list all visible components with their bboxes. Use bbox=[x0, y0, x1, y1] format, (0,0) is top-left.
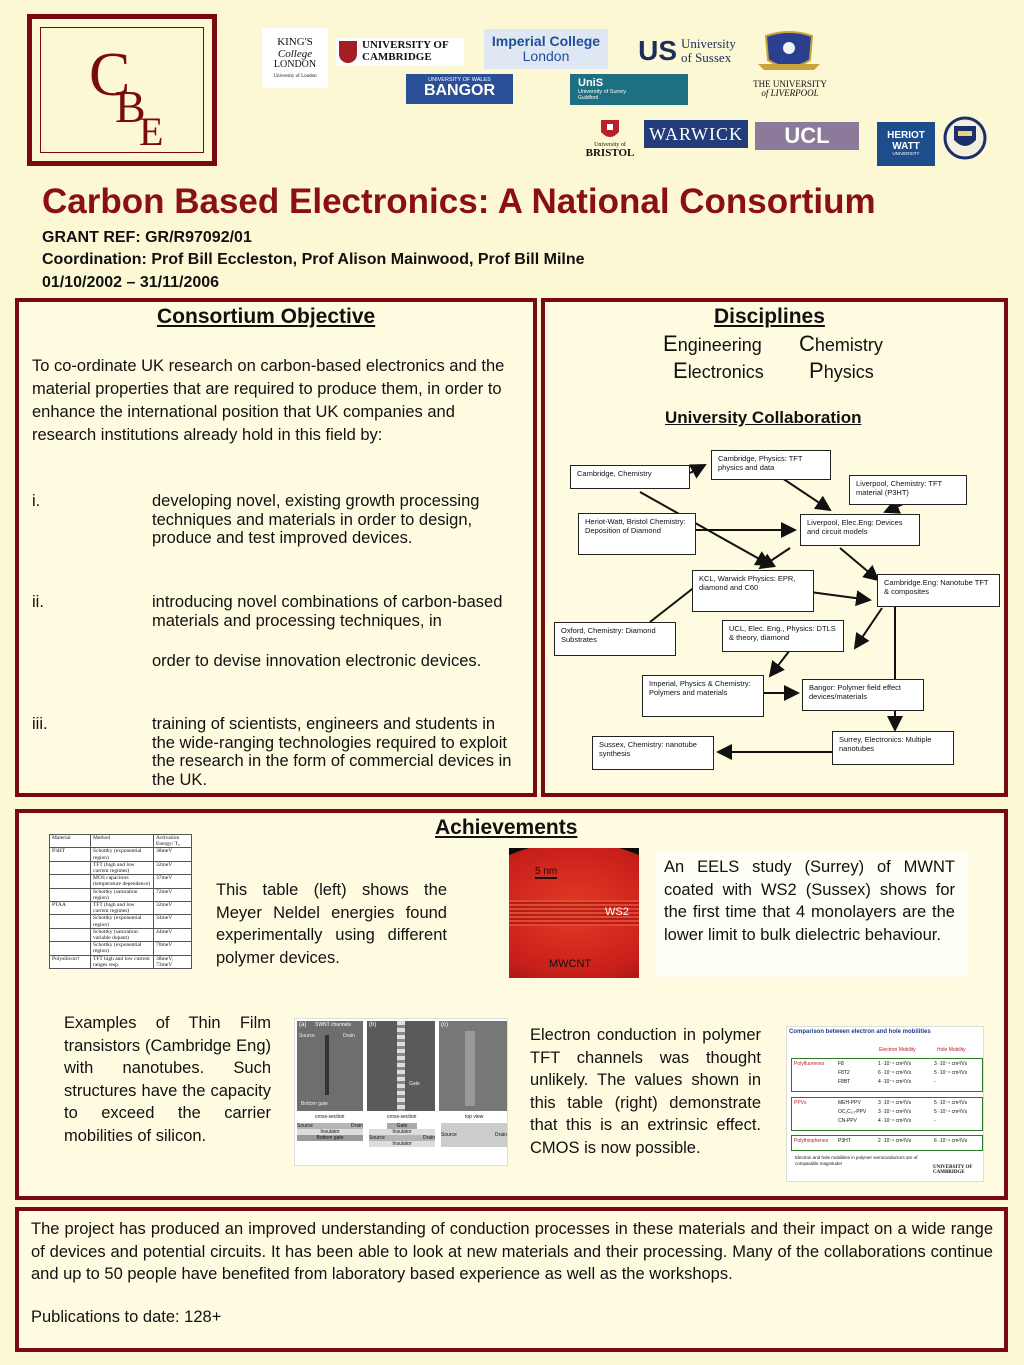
eels-text: An EELS study (Surrey) of MWNT coated with WS2 (Sussex) shows for the first time that 4 monolayers are the lower limit to bulk dielectric behaviour. bbox=[664, 858, 955, 944]
table-header: Activation Energy/ T₀ bbox=[154, 835, 192, 848]
arrow bbox=[760, 548, 790, 568]
disciplines-heading: Disciplines bbox=[714, 305, 825, 328]
kings-college-logo: KING'S College LONDON University of London bbox=[262, 28, 328, 88]
table-row: MOS capacitors (temperature dependence) 37meV bbox=[50, 875, 192, 888]
item-text: order to devise innovation electronic devices. bbox=[152, 652, 482, 670]
meyer-neldel-table bbox=[49, 834, 192, 969]
objective-heading: Consortium Objective bbox=[157, 305, 376, 328]
ucl-logo: UCL bbox=[755, 122, 859, 150]
table-header: Material bbox=[50, 835, 91, 848]
item-text: training of scientists, engineers and students in the wide-ranging technologies required to exploit the research in the form of commercial devices in the UK. bbox=[152, 715, 512, 789]
arrow bbox=[810, 592, 870, 600]
surrey-logo: UniS University of Surrey Guildford bbox=[570, 74, 688, 105]
logo-letter-e: E bbox=[139, 109, 164, 154]
node-kcl-warwick: KCL, Warwick Physics: EPR, diamond and C60 bbox=[692, 570, 814, 612]
liverpool-logo-text: THE UNIVERSITY of LIVERPOOL bbox=[753, 78, 827, 98]
table-row: Schottky (saturation: variable dopant) 44meV bbox=[50, 928, 192, 941]
tft-panel-b: (b) Gate bbox=[367, 1021, 435, 1111]
mobility-title: Comparison between electron and hole mobilities bbox=[789, 1029, 931, 1035]
item-number: iii. bbox=[32, 715, 48, 733]
node-heriot-watt: Heriot-Watt, Bristol Chemistry: Deposition of Diamond bbox=[578, 513, 696, 555]
table-header: Method bbox=[91, 835, 154, 848]
bangor-logo: UNIVERSITY OF WALES BANGOR bbox=[406, 74, 513, 104]
item-number: ii. bbox=[32, 593, 44, 611]
bristol-logo: University of BRISTOL bbox=[580, 112, 640, 166]
cambridge-logo: UNIVERSITY OF CAMBRIDGE bbox=[336, 38, 464, 66]
mobility-group: Polyfluorenes F8 1 ·10⁻⁴ cm²/Vs 3 ·10⁻⁴ cm²/Vs F8T2 6 ·10⁻⁴ cm²/Vs 5 ·10⁻⁴ cm²/Vs F8BT 4 ·10⁻⁴ cm²/Vs - bbox=[791, 1058, 983, 1092]
discipline-engineering: Engineering bbox=[663, 331, 762, 356]
eels-image bbox=[509, 848, 639, 978]
eels-scale-label: 5 nm bbox=[535, 866, 558, 877]
node-ucl: UCL, Elec. Eng., Physics: DTLS & theory, diamond bbox=[722, 620, 844, 652]
node-oxford: Oxford, Chemistry: Diamond Substrates bbox=[554, 622, 676, 656]
achievements-heading: Achievements bbox=[435, 816, 578, 839]
mobility-group: Polythiophenes P3HT 2 ·10⁻⁴ cm²/Vs 6 ·10⁻⁴ cm²/Vs bbox=[791, 1135, 983, 1151]
item-number: i. bbox=[32, 492, 41, 510]
poster-title: Carbon Based Electronics: A National Consortium bbox=[42, 182, 876, 221]
discipline-chemistry: Chemistry bbox=[799, 331, 883, 356]
tft-top-view: Source Drain bbox=[441, 1123, 507, 1157]
collaboration-heading: University Collaboration bbox=[665, 408, 862, 427]
tft-panel-c: (c) bbox=[439, 1021, 507, 1111]
arrow bbox=[690, 465, 705, 473]
table-row: Schottky (exponential region) 34meV bbox=[50, 915, 192, 928]
warwick-logo: WARWICK bbox=[644, 120, 748, 148]
table-row: Schottky (saturation region) 72meV bbox=[50, 888, 192, 901]
mobility-cambridge-logo: UNIVERSITY OF CAMBRIDGE bbox=[933, 1165, 973, 1175]
node-liverpool-elec: Liverpool, Elec.Eng: Devices and circuit models bbox=[800, 514, 920, 546]
table-row: Schottky (exponential region) 70meV bbox=[50, 942, 192, 955]
mobility-note: Electron and hole mobilities in polymer semiconductors are of comparable magnitude! bbox=[795, 1155, 918, 1166]
node-bangor: Bangor: Polymer field effect devices/materials bbox=[802, 679, 924, 711]
arrow bbox=[840, 548, 878, 580]
publications-count: Publications to date: 128+ bbox=[31, 1308, 222, 1326]
summary-text: The project has produced an improved understanding of conduction processes in these materials and their impact on a wide range of devices and potential circuits. It has been able to look at new materials and their processing. Many of the collaborations continue and up to 50 people have benefited from laboratory based experience as well as the workshops. bbox=[31, 1220, 993, 1284]
sussex-logo: US University of Sussex bbox=[638, 35, 736, 67]
tft-cross-section-a: Source Drain Insulator Bottom gate bbox=[297, 1123, 363, 1141]
mobility-group: PPVs MEH-PPV 3 ·10⁻⁴ cm²/Vs 5 ·10⁻⁴ cm²/Vs OC₁C₁₀-PPV 3 ·10⁻⁴ cm²/Vs 5 ·10⁻⁴ cm²/Vs CN-PPV 4 ·10⁻⁴ cm²/Vs - bbox=[791, 1097, 983, 1131]
imperial-logo: Imperial College London bbox=[484, 29, 608, 69]
logo-letter-c: C bbox=[89, 41, 131, 109]
table-row: TFT (high and low current regimes) 32meV bbox=[50, 861, 192, 874]
arrow bbox=[855, 608, 882, 648]
discipline-physics: Physics bbox=[809, 358, 874, 383]
item-text: introducing novel combinations of carbon-based materials and processing techniques, in bbox=[152, 593, 503, 630]
eels-ws2-label: WS2 bbox=[605, 906, 629, 918]
discipline-electronics: Electronics bbox=[673, 358, 764, 383]
table-row: PTAA TFT (high and low current regimes) 32meV bbox=[50, 902, 192, 915]
node-surrey: Surrey, Electronics: Multiple nanotubes bbox=[832, 731, 954, 765]
grant-ref: GRANT REF: GR/R97092/01 bbox=[42, 229, 252, 246]
logo-letter-b: B bbox=[115, 81, 146, 132]
table-row: P3HT Schottky (exponential region) 38meV bbox=[50, 848, 192, 861]
heriot-watt-logo: HERIOT WATT UNIVERSITY bbox=[877, 122, 935, 166]
item-text: developing novel, existing growth processing techniques and materials in order to design, produce and test improved devices. bbox=[152, 492, 480, 547]
table-header-row bbox=[50, 835, 192, 848]
tft-figure: (a) SWNT channels Source Drain Bottom gate (b) Gate (c) cross-section cross-section top view Source Drain Insulator Bottom gate Gate Insulator Source Drain Insulator Source Drain bbox=[294, 1018, 508, 1166]
table-row: Polysilicon† TFT high and low current ranges resp. 38meV, 73meV bbox=[50, 955, 192, 968]
coordination: Coordination: Prof Bill Eccleston, Prof Alison Mainwood, Prof Bill Milne bbox=[42, 251, 585, 268]
tft-panel-a: (a) SWNT channels Source Drain Bottom gate bbox=[297, 1021, 363, 1111]
project-dates: 01/10/2002 – 31/11/2006 bbox=[42, 274, 220, 291]
conduction-text: Electron conduction in polymer TFT channels was thought unlikely. The values shown in this table (right) demonstrate that this is an extrinsic effect. CMOS is now possible. bbox=[530, 1026, 761, 1157]
node-cambridge-eng: Cambridge.Eng: Nanotube TFT & composites bbox=[877, 574, 1000, 607]
tft-text: Examples of Thin Film transistors (Cambridge Eng) with nanotubes. Such structures have the capacity to exceed the carrier mobilities of silicon. bbox=[64, 1014, 271, 1145]
node-cambridge-physics: Cambridge, Physics: TFT physics and data bbox=[711, 450, 831, 480]
node-sussex: Sussex, Chemistry: nanotube synthesis bbox=[592, 736, 714, 770]
node-imperial: Imperial, Physics & Chemistry: Polymers and materials bbox=[642, 675, 764, 717]
objective-intro: To co-ordinate UK research on carbon-based electronics and the material properties that are required to produce them, in order to enhance the international position that UK companies and research institutions already hold in this field by: bbox=[32, 357, 505, 444]
mobility-table: Comparison between electron and hole mobilities Electron Mobility Hole Mobility Polyfluorenes F8 1 ·10⁻⁴ cm²/Vs 3 ·10⁻⁴ cm²/Vs F8T2 6 ·10⁻⁴ cm²/Vs 5 ·10⁻⁴ cm²/Vs F8BT 4 ·10⁻⁴ cm²/Vs - PPVs MEH-PPV 3 ·10⁻⁴ cm²/Vs 5 ·10⁻⁴ cm²/Vs OC₁C₁₀-PPV 3 ·10⁻⁴ cm²/Vs 5 ·10⁻⁴ cm²/Vs CN-PPV 4 ·10⁻⁴ cm²/Vs - Polythiophenes P3HT 2 ·10⁻⁴ cm²/Vs 6 ·10⁻⁴ cm²/Vs Electron and hole mobilities in polymer semiconductors are of comparable magnitude! UNIVERSITY OF CAMBRIDGE bbox=[786, 1026, 984, 1182]
tft-cross-section-b: Gate Insulator Source Drain Insulator bbox=[369, 1123, 435, 1147]
meyer-neldel-text: This table (left) shows the Meyer Neldel energies found experimentally using different polymer devices. bbox=[216, 881, 447, 967]
node-cambridge-chemistry: Cambridge, Chemistry bbox=[570, 465, 690, 489]
arrow bbox=[770, 650, 790, 676]
eels-mwcnt-label: MWCNT bbox=[549, 958, 592, 970]
node-liverpool-chemistry: Liverpool, Chemistry: TFT material (P3HT) bbox=[849, 475, 967, 505]
